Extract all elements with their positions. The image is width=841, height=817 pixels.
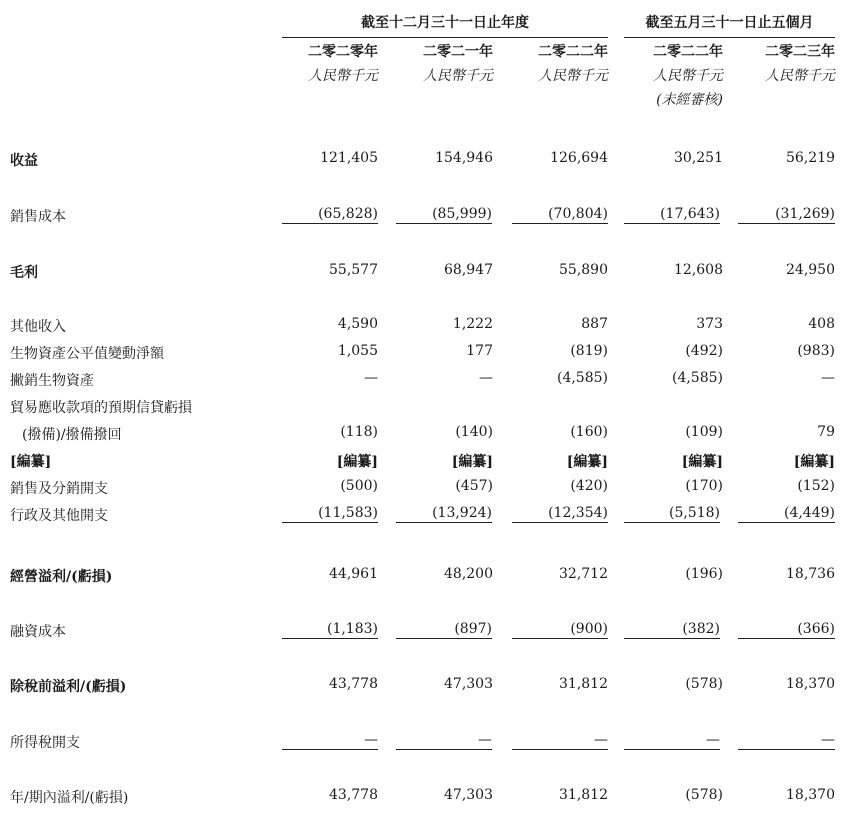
cell-value: (140): [455, 424, 493, 440]
cell-value: (457): [455, 478, 493, 494]
cell-value: (420): [570, 478, 608, 494]
cell-value: [編纂]: [336, 454, 378, 470]
group-header-year-rule: [282, 37, 608, 38]
cell-value: (366): [738, 621, 835, 639]
cell-value: [編纂]: [681, 454, 723, 470]
cell-value: —: [282, 732, 378, 750]
cell-value: (31,269): [738, 206, 835, 224]
cell-value: 177: [466, 343, 493, 359]
group-header-year: [282, 12, 608, 34]
row-label: 毛利: [10, 265, 38, 281]
cell-value: 43,778: [329, 676, 378, 692]
cell-value: 44,961: [329, 566, 378, 582]
group-header-year-label: 截至十二月三十一日止年度: [361, 15, 529, 31]
row-writeoff: [0, 368, 841, 392]
cell-value: (12,354): [512, 505, 608, 523]
row-label: 生物資產公平值變動淨額: [10, 346, 164, 362]
cell-value: 55,577: [329, 262, 378, 278]
cell-value: 79: [817, 424, 835, 440]
row-label: 所得稅開支: [10, 735, 80, 751]
cell-value: 55,890: [559, 262, 608, 278]
row-label: 收益: [10, 153, 38, 169]
row-label: 行政及其他開支: [10, 508, 108, 524]
column-note-unaudited: (未經審核): [656, 92, 723, 108]
cell-value: (4,449): [738, 505, 835, 523]
column-year: 二零二零年: [308, 44, 378, 60]
cell-value: (17,643): [624, 206, 720, 224]
row-other-income: [0, 314, 841, 338]
cell-value: 30,251: [674, 150, 723, 166]
column-header: [723, 40, 835, 88]
cell-value: (11,583): [282, 505, 378, 523]
cell-value: (578): [685, 787, 723, 803]
cell-value: [編纂]: [451, 454, 493, 470]
cell-value: 4,590: [337, 316, 378, 332]
row-label: [編纂]: [10, 454, 52, 470]
cell-value: (382): [624, 621, 720, 639]
row-fair-value-change: [0, 341, 841, 365]
cell-value: [編纂]: [793, 454, 835, 470]
cell-value: 18,370: [786, 787, 835, 803]
cell-value: 43,778: [329, 787, 378, 803]
cell-value: (70,804): [512, 206, 608, 224]
cell-value: 121,405: [320, 150, 378, 166]
cell-value: 126,694: [550, 150, 608, 166]
cell-value: (983): [797, 343, 835, 359]
cell-value: 18,370: [786, 676, 835, 692]
row-label: 貿易應收款項的預期信貸虧損: [10, 400, 192, 416]
cell-value: —: [821, 370, 835, 386]
row-ecl: [0, 422, 841, 446]
cell-value: (5,518): [624, 505, 720, 523]
row-selling-expenses: [0, 476, 841, 500]
cell-value: (819): [570, 343, 608, 359]
row-label: 經營溢利/(虧損): [10, 569, 113, 585]
cell-value: 408: [808, 316, 835, 332]
cell-value: —: [738, 732, 835, 750]
cell-value: 887: [581, 316, 608, 332]
row-operating-profit: [0, 564, 841, 588]
column-header: [611, 40, 723, 112]
cell-value: 373: [696, 316, 723, 332]
cell-value: —: [479, 370, 493, 386]
row-label: 除稅前溢利/(虧損): [10, 679, 127, 695]
column-year: 二零二二年: [653, 44, 723, 60]
cell-value: (118): [340, 424, 378, 440]
column-unit: 人民幣千元: [308, 68, 378, 84]
cell-value: 68,947: [444, 262, 493, 278]
row-ecl-heading: [0, 395, 841, 419]
cell-value: (897): [396, 621, 492, 639]
column-header: [266, 40, 378, 88]
cell-value: [編纂]: [566, 454, 608, 470]
row-finance-costs: [0, 619, 841, 643]
cell-value: 56,219: [786, 150, 835, 166]
row-label: 融資成本: [10, 624, 66, 640]
column-header: [496, 40, 608, 88]
cell-value: 24,950: [786, 262, 835, 278]
cell-value: 47,303: [444, 787, 493, 803]
cell-value: (13,924): [396, 505, 492, 523]
cell-value: (900): [512, 621, 608, 639]
cell-value: (170): [685, 478, 723, 494]
row-admin-expenses: [0, 503, 841, 527]
row-revenue: [0, 148, 841, 172]
cell-value: (196): [685, 566, 723, 582]
cell-value: 1,222: [452, 316, 493, 332]
row-label: 銷售及分銷開支: [10, 481, 108, 497]
cell-value: 1,055: [337, 343, 378, 359]
cell-value: 31,812: [559, 676, 608, 692]
cell-value: 154,946: [435, 150, 493, 166]
group-header-period-label: 截至五月三十一日止五個月: [645, 15, 814, 31]
cell-value: (65,828): [282, 206, 378, 224]
column-year: 二零二一年: [423, 44, 493, 60]
cell-value: —: [364, 370, 378, 386]
column-unit: 人民幣千元: [423, 68, 493, 84]
cell-value: (85,999): [396, 206, 492, 224]
cell-value: 32,712: [559, 566, 608, 582]
cell-value: 48,200: [444, 566, 493, 582]
cell-value: 47,303: [444, 676, 493, 692]
row-label: (撥備)/撥備撥回: [22, 427, 122, 443]
cell-value: 18,736: [786, 566, 835, 582]
cell-value: (500): [340, 478, 378, 494]
group-header-period-rule: [624, 37, 835, 38]
column-unit: 人民幣千元: [765, 68, 835, 84]
cell-value: (160): [570, 424, 608, 440]
column-year: 二零二三年: [765, 44, 835, 60]
cell-value: (152): [797, 478, 835, 494]
column-header: [381, 40, 493, 88]
cell-value: (4,585): [671, 370, 723, 386]
group-header-period: [624, 12, 835, 34]
cell-value: (4,585): [556, 370, 608, 386]
cell-value: (109): [685, 424, 723, 440]
column-unit: 人民幣千元: [538, 68, 608, 84]
cell-value: 31,812: [559, 787, 608, 803]
row-label: 其他收入: [10, 319, 66, 335]
cell-value: (1,183): [282, 621, 378, 639]
column-year: 二零二二年: [538, 44, 608, 60]
cell-value: (578): [685, 676, 723, 692]
cell-value: —: [624, 732, 720, 750]
cell-value: —: [396, 732, 492, 750]
row-label: 年/期內溢利/(虧損): [10, 790, 129, 806]
cell-value: —: [512, 732, 608, 750]
row-label: 銷售成本: [10, 209, 66, 225]
row-gross-profit: [0, 260, 841, 284]
column-unit: 人民幣千元: [653, 68, 723, 84]
row-label: 撇銷生物資產: [10, 373, 94, 389]
cell-value: 12,608: [674, 262, 723, 278]
row-cost-of-sales: [0, 204, 841, 228]
row-profit-before-tax: [0, 674, 841, 698]
cell-value: (492): [685, 343, 723, 359]
row-net-profit: [0, 785, 841, 809]
row-redacted: [0, 449, 841, 473]
row-income-tax: [0, 730, 841, 754]
